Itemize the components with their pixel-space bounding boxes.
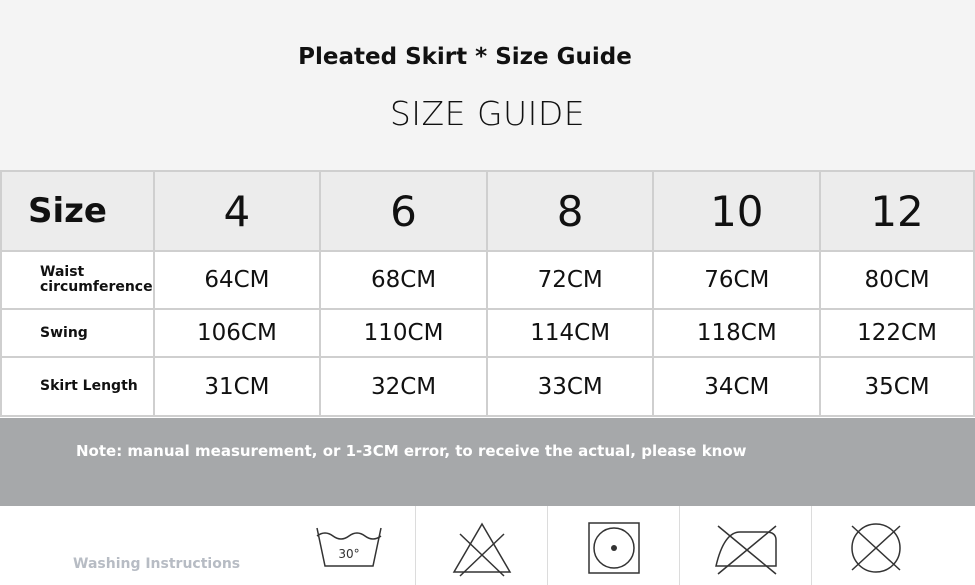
size-12-header: 12: [820, 171, 974, 251]
row-label-skirt-length: Skirt Length: [1, 357, 154, 416]
wash-temperature: 30°: [338, 547, 360, 561]
washing-instructions-label: Washing Instructions: [73, 556, 241, 572]
table-cell: 68CM: [320, 251, 487, 309]
size-10-header: 10: [653, 171, 820, 251]
table-cell: 64CM: [154, 251, 321, 309]
table-cell: 34CM: [653, 357, 820, 416]
table-row-waist: [1, 251, 974, 309]
header: [0, 0, 975, 170]
size-8-header: 8: [487, 171, 654, 251]
table-cell: 122CM: [820, 309, 974, 357]
table-cell: 80CM: [820, 251, 974, 309]
size-6-header: 6: [320, 171, 487, 251]
tumble-dry-low-icon: [547, 506, 680, 585]
table-row-skirt-length: [1, 357, 974, 416]
size-column-header: Size: [1, 171, 154, 251]
table-row-swing: [1, 309, 974, 357]
table-cell: 32CM: [320, 357, 487, 416]
washing-instructions: [0, 506, 975, 585]
no-iron-icon: [679, 506, 812, 585]
row-label-waist: Waist circumference: [1, 251, 154, 309]
table-cell: 118CM: [653, 309, 820, 357]
size-header-row: [1, 171, 974, 251]
page-title: Pleated Skirt * Size Guide: [298, 44, 632, 70]
table-cell: 35CM: [820, 357, 974, 416]
table-cell: 33CM: [487, 357, 654, 416]
table-cell: 31CM: [154, 357, 321, 416]
page-subtitle: SIZE GUIDE: [389, 94, 586, 133]
no-bleach-icon: [415, 506, 548, 585]
table-cell: 76CM: [653, 251, 820, 309]
table-cell: 114CM: [487, 309, 654, 357]
wash-30-icon: [283, 506, 415, 585]
row-label-swing: Swing: [1, 309, 154, 357]
table-cell: 110CM: [320, 309, 487, 357]
no-dry-clean-icon: [811, 506, 944, 585]
size-4-header: 4: [154, 171, 321, 251]
table-cell: 106CM: [154, 309, 321, 357]
table-cell: 72CM: [487, 251, 654, 309]
size-table: [0, 170, 975, 417]
measurement-note: Note: manual measurement, or 1-3CM error, to receive the actual, please know: [76, 442, 747, 460]
note-band: [0, 418, 975, 506]
